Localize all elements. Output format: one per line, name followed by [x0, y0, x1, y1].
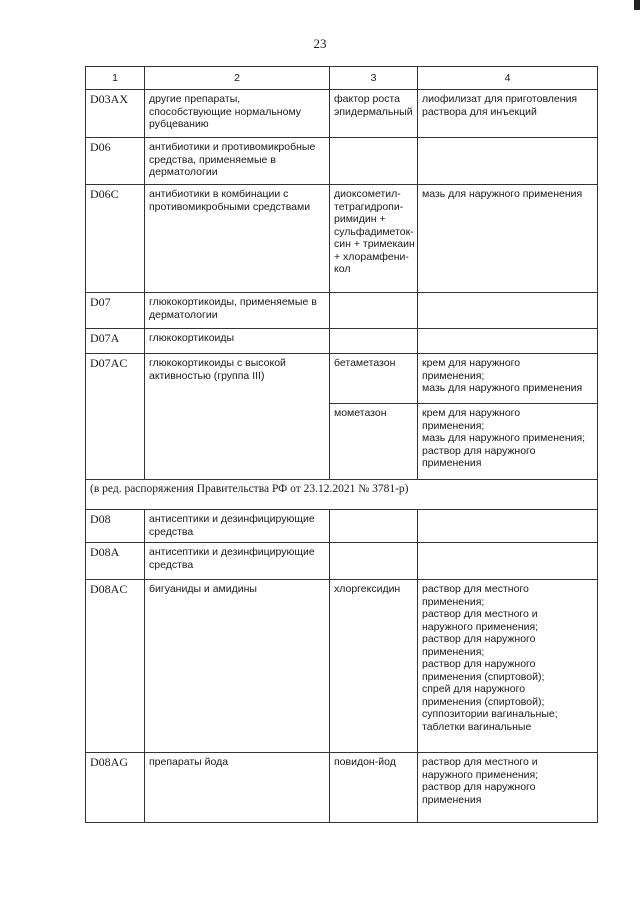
text-line: крем для наружного [422, 407, 521, 419]
header-col-2: 2 [145, 67, 330, 90]
text-line: сульфадиметок- [334, 225, 414, 238]
atc-code: D08 [86, 510, 145, 543]
atc-code: D08A [86, 543, 145, 580]
group-name [145, 580, 330, 753]
substance-name [330, 90, 418, 138]
header-row [86, 67, 598, 90]
atc-code: D08AC [86, 580, 145, 753]
group-name [145, 185, 330, 293]
text-line: наружного применения; [422, 768, 539, 781]
text-line: антибиотики в комбинации с [149, 188, 289, 200]
substance-name [330, 138, 418, 185]
group-name [145, 354, 330, 480]
substance-name [330, 185, 418, 293]
atc-code: D06C [86, 185, 145, 293]
text-line: антисептики и дезинфицирующие [149, 546, 315, 558]
text-line: римидин + [334, 213, 386, 225]
text-line: раствора для инъекций [422, 105, 537, 118]
atc-code: D03AX [86, 90, 145, 138]
table-row [86, 510, 598, 543]
text-line: лиофилизат для приготовления [422, 93, 578, 105]
text-line: мазь для наружного применения [422, 188, 583, 200]
dosage-form [418, 404, 598, 480]
text-line: крем для наружного [422, 357, 521, 369]
text-line: средства, применяемые в [149, 153, 276, 166]
table-row [86, 293, 598, 329]
text-line: препараты йода [149, 756, 229, 768]
header-col-3: 3 [330, 67, 418, 90]
group-name [145, 329, 330, 354]
substance-name [330, 329, 418, 354]
text-line: применения; [422, 645, 485, 658]
group-name [145, 90, 330, 138]
dosage-form [418, 90, 598, 138]
text-line: раствор для наружного [422, 444, 536, 457]
text-line: применения; [422, 595, 485, 608]
substance-name [330, 543, 418, 580]
group-name [145, 510, 330, 543]
text-line: применения (спиртовой); [422, 670, 545, 683]
group-name [145, 138, 330, 185]
text-line: раствор для наружного [422, 658, 536, 670]
text-line: другие препараты, [149, 93, 241, 105]
text-line: син + тримекаин [334, 238, 415, 250]
table-row [86, 580, 598, 753]
text-line: эпидермальный [334, 105, 413, 118]
text-line: применения (спиртовой); [422, 695, 545, 708]
table-row [86, 138, 598, 185]
atc-code: D07AC [86, 354, 145, 480]
text-line: дерматологии [149, 166, 218, 178]
drug-table [85, 66, 598, 823]
group-name [145, 293, 330, 329]
text-line: спрей для наружного [422, 683, 526, 695]
dosage-form [418, 293, 598, 329]
text-line: глюкокортикоиды [149, 332, 235, 344]
text-line: способствующие нормальному [149, 105, 302, 118]
substance-name [330, 580, 418, 753]
text-line: раствор для местного [422, 583, 529, 595]
text-line: средства [149, 558, 194, 571]
text-line: бигуаниды и амидины [149, 583, 257, 595]
text-line: мазь для наружного применения [422, 382, 583, 394]
header-col-1: 1 [86, 67, 145, 90]
text-line: раствор для местного и [422, 608, 538, 620]
text-line: мометазон [334, 407, 387, 419]
table-row [86, 753, 598, 823]
text-line: рубцеванию [149, 118, 209, 130]
text-line: противомикробными средствами [149, 200, 311, 213]
table-row [86, 354, 598, 404]
dosage-form [418, 753, 598, 823]
substance-name [330, 753, 418, 823]
atc-code: D07 [86, 293, 145, 329]
table-row [86, 329, 598, 354]
substance-name [330, 510, 418, 543]
page-number: 23 [313, 36, 327, 51]
atc-code: D07A [86, 329, 145, 354]
text-line: повидон-йод [334, 756, 396, 768]
substance-name [330, 293, 418, 329]
text-line: мазь для наружного применения; [422, 432, 586, 444]
dosage-form [418, 510, 598, 543]
text-line: применения; [422, 369, 485, 382]
text-line: фактор роста [334, 93, 400, 105]
text-line: бетаметазон [334, 357, 396, 369]
group-name [145, 543, 330, 580]
dosage-form [418, 185, 598, 293]
text-line: раствор для наружного [422, 633, 536, 645]
text-line: раствор для местного и [422, 756, 538, 768]
amendment-row [86, 480, 598, 510]
dosage-form [418, 354, 598, 404]
corner-mark [634, 0, 640, 10]
dosage-form [418, 580, 598, 753]
header-col-4: 4 [418, 67, 598, 90]
text-line: антибиотики и противомикробные [149, 141, 316, 153]
text-line: диоксометил- [334, 188, 401, 200]
dosage-form [418, 138, 598, 185]
text-line: суппозитории вагинальные; [422, 708, 558, 720]
text-line: дерматологии [149, 308, 218, 321]
text-line: кол [334, 263, 351, 275]
text-line: глюкокортикоиды, применяемые в [149, 296, 317, 308]
group-name [145, 753, 330, 823]
amendment-note: (в ред. распоряжения Правительства РФ от 23.12.2021 № 3781-р) [86, 480, 598, 510]
text-line: тетрагидропи- [334, 200, 404, 213]
text-line: применения [422, 793, 482, 806]
atc-code: D06 [86, 138, 145, 185]
substance-name [330, 354, 418, 404]
text-line: хлоргексидин [334, 583, 401, 595]
text-line: наружного применения; [422, 620, 539, 633]
text-line: + хлорамфени- [334, 250, 409, 263]
text-line: глюкокортикоиды с высокой [149, 357, 286, 369]
text-line: активностью (группа III) [149, 369, 265, 382]
text-line: антисептики и дезинфицирующие [149, 513, 315, 525]
text-line: применения [422, 457, 482, 469]
text-line: раствор для наружного [422, 781, 536, 793]
text-line: средства [149, 525, 194, 538]
table-row [86, 90, 598, 138]
table-row [86, 543, 598, 580]
text-line: применения; [422, 419, 485, 432]
dosage-form [418, 543, 598, 580]
text-line: таблетки вагинальные [422, 720, 532, 733]
dosage-form [418, 329, 598, 354]
table-row [86, 185, 598, 293]
substance-name [330, 404, 418, 480]
atc-code: D08AG [86, 753, 145, 823]
